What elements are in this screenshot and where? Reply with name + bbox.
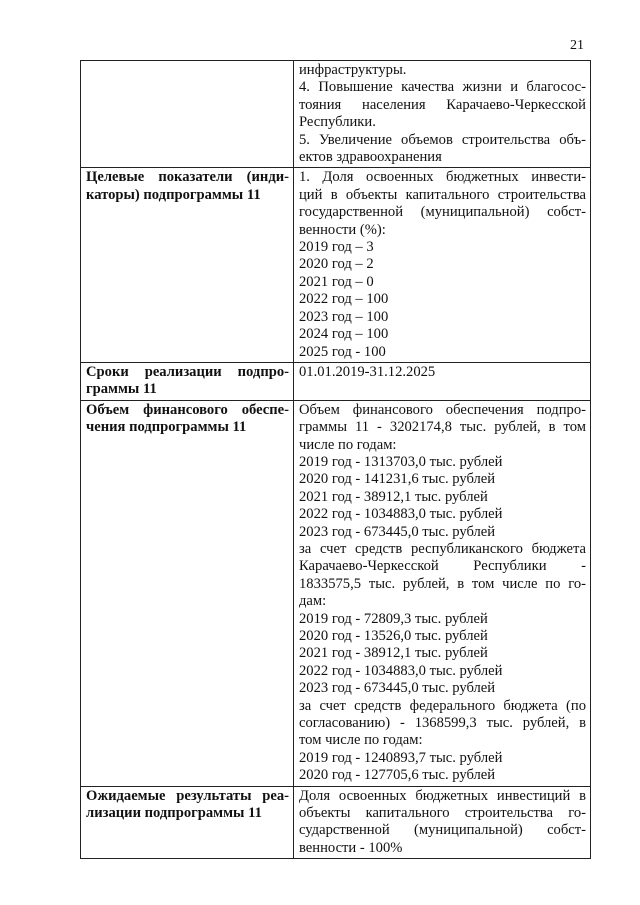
content-line: 01.01.2019-31.12.2025 bbox=[299, 363, 436, 380]
content-line: тояния населения Карачаево-Черкесской bbox=[299, 96, 586, 113]
content-line: числе по годам: bbox=[299, 436, 397, 453]
content-line: 2020 год – 2 bbox=[299, 256, 374, 273]
label-line: Сроки реализации подпро- bbox=[86, 363, 289, 380]
table-row-financing-volume bbox=[81, 400, 591, 786]
content-line: 2021 год - 38912,1 тыс. рублей bbox=[299, 645, 488, 662]
table-row-infrastructure-continuation bbox=[81, 61, 591, 168]
content-line: 2022 год - 1034883,0 тыс. рублей bbox=[299, 662, 503, 679]
content-line: венности (%): bbox=[299, 221, 386, 238]
content-line: 2024 год – 100 bbox=[299, 326, 389, 343]
content-line: инфраструктуры. bbox=[299, 62, 407, 78]
row-label bbox=[81, 168, 294, 362]
row-label bbox=[81, 362, 294, 400]
content-line: 2019 год - 1313703,0 тыс. рублей bbox=[299, 453, 503, 470]
row-content bbox=[294, 168, 591, 362]
content-line: 1. Доля освоенных бюджетных инвести- bbox=[299, 169, 586, 186]
label-line: Ожидаемые результаты реа- bbox=[86, 787, 289, 804]
row-content bbox=[294, 362, 591, 400]
label-line: граммы 11 bbox=[86, 381, 157, 398]
content-line: венности - 100% bbox=[299, 839, 403, 856]
label-line: лизации подпрограммы 11 bbox=[86, 805, 262, 822]
content-line: ций в объекты капитального строительства bbox=[299, 186, 586, 203]
content-line: Доля освоенных бюджетных инвестиций в bbox=[299, 787, 586, 804]
content-line: 2023 год - 673445,0 тыс. рублей bbox=[299, 680, 496, 697]
content-line: 2022 год – 100 bbox=[299, 291, 389, 308]
table-row-expected-results bbox=[81, 786, 591, 859]
content-line: дам: bbox=[299, 593, 327, 610]
content-line: Карачаево-Черкесской Республики - bbox=[299, 558, 586, 575]
content-line: Республики. bbox=[299, 114, 376, 131]
row-label bbox=[81, 400, 294, 786]
content-line: граммы 11 - 3202174,8 тыс. рублей, в том bbox=[299, 419, 586, 436]
content-line: государственной (муниципальной) собст- bbox=[299, 204, 586, 221]
content-line: 2025 год - 100 bbox=[299, 343, 386, 360]
row-content bbox=[294, 61, 591, 168]
content-line: 2023 год – 100 bbox=[299, 308, 389, 325]
content-line: 2019 год – 3 bbox=[299, 239, 374, 256]
content-line: 2023 год - 673445,0 тыс. рублей bbox=[299, 523, 496, 540]
content-line: ектов здравоохранения bbox=[299, 149, 442, 166]
label-line: Целевые показатели (инди- bbox=[86, 169, 289, 186]
content-line: сударственной (муниципальной) собст- bbox=[299, 822, 586, 839]
content-line: согласованию) - 1368599,3 тыс. рублей, в bbox=[299, 715, 586, 732]
content-line: 2022 год - 1034883,0 тыс. рублей bbox=[299, 506, 503, 523]
row-label bbox=[81, 61, 294, 168]
content-line: 2020 год - 13526,0 тыс. рублей bbox=[299, 628, 488, 644]
content-line: 2021 год – 0 bbox=[299, 273, 374, 290]
content-line: 2019 год - 72809,3 тыс. рублей bbox=[299, 610, 488, 627]
content-line: 2020 год - 141231,6 тыс. рублей bbox=[299, 471, 496, 488]
row-content bbox=[294, 786, 591, 859]
content-line: за счет средств республиканского бюджета bbox=[299, 540, 586, 557]
label-line: Объем финансового обеспе- bbox=[86, 401, 289, 418]
content-line: Объем финансового обеспечения подпро- bbox=[299, 401, 586, 418]
content-line: 2019 год - 1240893,7 тыс. рублей bbox=[299, 749, 503, 766]
label-line: чения подпрограммы 11 bbox=[86, 419, 247, 436]
subprogram-passport-table bbox=[80, 60, 591, 859]
content-line: 5. Увеличение объемов строительства объ- bbox=[299, 131, 586, 148]
table-row-target-indicators bbox=[81, 168, 591, 362]
content-line: за счет средств федерального бюджета (по bbox=[299, 697, 586, 714]
content-line: 1833575,5 тыс. рублей, в том числе по го- bbox=[299, 575, 586, 592]
table-row-implementation-period bbox=[81, 362, 591, 400]
page-number: 21 bbox=[570, 38, 584, 53]
row-content bbox=[294, 400, 591, 786]
content-line: 4. Повышение качества жизни и благосос- bbox=[299, 79, 586, 96]
content-line: том числе по годам: bbox=[299, 732, 423, 749]
content-line: 2021 год - 38912,1 тыс. рублей bbox=[299, 488, 488, 505]
content-line: объекты капитального строительства го- bbox=[299, 805, 586, 822]
row-label bbox=[81, 786, 294, 859]
content-line: 2020 год - 127705,6 тыс. рублей bbox=[299, 767, 496, 784]
label-line: каторы) подпрограммы 11 bbox=[86, 186, 261, 203]
